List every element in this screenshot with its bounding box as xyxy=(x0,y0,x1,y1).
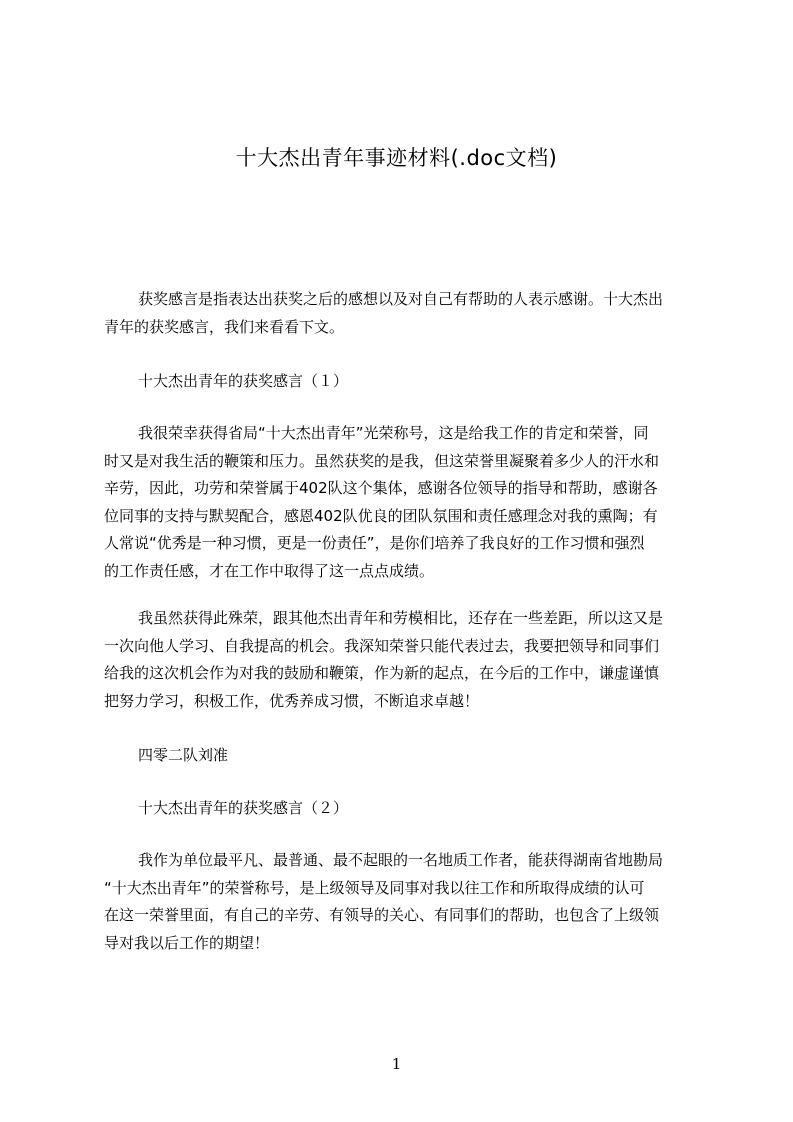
text-line: 我虽然获得此殊荣，跟其他杰出青年和劳模相比，还存在一些差距，所以这又是 xyxy=(138,609,664,627)
body-paragraph-3 xyxy=(104,847,700,957)
text-line: 人常说“优秀是一种习惯，更是一份责任”，是你们培养了我良好的工作习惯和强烈 xyxy=(104,534,645,552)
section-heading-2: 十大杰出青年的获奖感言（２） xyxy=(138,799,349,817)
text-line: 我作为单位最平凡、最普通、最不起眼的一名地质工作者，能获得湖南省地勘局 xyxy=(138,851,664,869)
text-line: 辛劳，因此，功劳和荣誉属于402队这个集体，感谢各位领导的指导和帮助，感谢各 xyxy=(104,479,658,497)
text-line: 的工作责任感，才在工作中取得了这一点点成绩。 xyxy=(104,561,435,580)
text-line: 青年的获奖感言，我们来看看下文。 xyxy=(104,317,345,336)
text-line: 给我的这次机会作为对我的鼓励和鞭策，作为新的起点，在今后的工作中，谦虚谨慎 xyxy=(104,664,660,682)
text-line: 位同事的支持与默契配合，感恩402队优良的团队氛围和责任感理念对我的熏陶；有 xyxy=(104,506,658,525)
text-line: 时又是对我生活的鞭策和压力。虽然获奖的是我，但这荣誉里凝聚着多少人的汗水和 xyxy=(104,451,660,470)
section-heading-1: 十大杰出青年的获奖感言（１） xyxy=(138,372,349,390)
document-title: 十大杰出青年事迹材料(.doc文档) xyxy=(235,146,558,170)
body-paragraph-1 xyxy=(104,420,700,585)
text-line: 一次向他人学习、自我提高的机会。我深知荣誉只能代表过去，我要把领导和同事们 xyxy=(104,636,660,655)
intro-paragraph xyxy=(104,286,700,341)
text-line: 获奖感言是指表达出获奖之后的感想以及对自己有帮助的人表示感谢。十大杰出 xyxy=(138,290,664,308)
body-paragraph-2 xyxy=(104,605,700,715)
text-line: 把努力学习，积极工作，优秀养成习惯，不断追求卓越！ xyxy=(104,691,480,710)
page-number: 1 xyxy=(391,1055,402,1073)
text-line: 导对我以后工作的期望！ xyxy=(104,933,270,952)
text-line: 在这一荣誉里面，有自己的辛劳、有领导的关心、有同事们的帮助，也包含了上级领 xyxy=(104,906,660,924)
text-line: “十大杰出青年”的荣誉称号，是上级领导及同事对我以往工作和所取得成绩的认可 xyxy=(104,878,645,897)
text-line: 我很荣幸获得省局“十大杰出青年”光荣称号，这是给我工作的肯定和荣誉，同 xyxy=(138,424,649,442)
signature-line: 四零二队刘准 xyxy=(138,746,229,764)
